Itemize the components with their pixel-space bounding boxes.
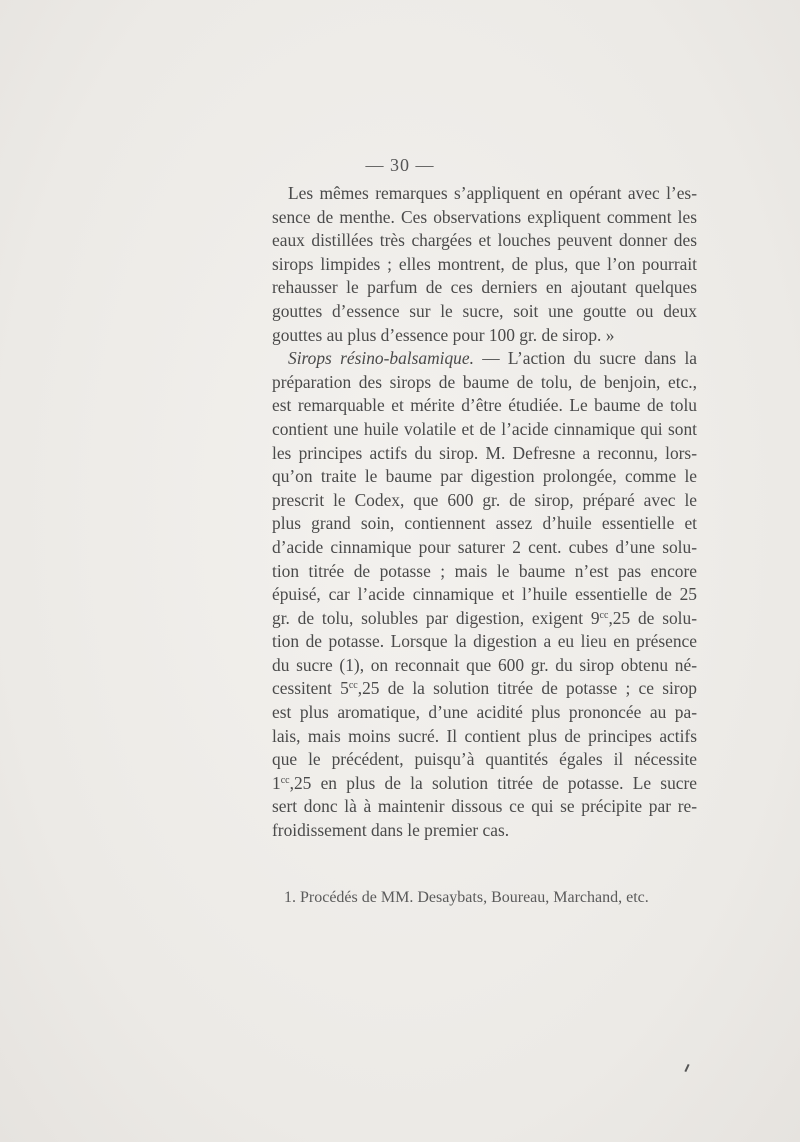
section-heading: Sirops résino-balsamique. <box>288 348 474 369</box>
text-line: les principes actifs du sirop. M. Defresne a reconnu, lors- <box>272 442 697 463</box>
text-line: tion titrée de potasse ; mais le baume n’est pas encore <box>272 560 697 581</box>
text-line: préparation des sirops de baume de tolu, de benjoin, etc., <box>272 371 697 392</box>
text-line: lais, mais moins sucré. Il contient plus de principes actifs <box>272 725 697 746</box>
text-fragment: 1 <box>272 772 281 793</box>
text-line: contient une huile volatile et de l’acide cinnamique qui sont <box>272 418 697 439</box>
text-fragment: cessitent 5 <box>272 678 349 699</box>
text-line: que le précédent, puisqu’à quantités égales il nécessite <box>272 749 697 770</box>
footnote: 1. Procédés de MM. Desaybats, Boureau, Marchand, etc. <box>284 889 649 906</box>
text-line: d’acide cinnamique pour saturer 2 cent. cubes d’une solu- <box>272 536 697 557</box>
text-line: sert donc là à maintenir dissous ce qui se précipite par re- <box>272 796 697 817</box>
text-line: qu’on traite le baume par digestion prolongée, comme le <box>272 466 697 487</box>
body-text <box>272 182 697 843</box>
text-line: gouttes d’essence sur le sucre, soit une goutte ou deux <box>272 300 697 321</box>
text-line: est remarquable et mérite d’être étudiée. Le baume de tolu <box>272 395 697 416</box>
text-line <box>272 677 697 701</box>
text-fragment: ,25 de solu- <box>608 607 697 628</box>
text-line: Les mêmes remarques s’appliquent en opérant avec l’es- <box>288 183 697 203</box>
text-line: froidissement dans le premier cas. <box>272 820 510 841</box>
unit-superscript: cc <box>348 680 358 692</box>
text-line: du sucre (1), on reconnait que 600 gr. du sirop obtenu né- <box>272 654 697 675</box>
section-heading-line <box>272 347 697 371</box>
text-line: est plus aromatique, d’une acidité plus prononcée au pa- <box>272 702 697 723</box>
text-fragment: ,25 en plus de la solution titrée de potasse. Le sucre <box>289 772 697 793</box>
text-line: eaux distillées très chargées et louches peuvent donner des <box>272 230 697 251</box>
text-fragment: ,25 de la solution titrée de potasse ; ce sirop <box>357 678 697 699</box>
text-line: prescrit le Codex, que 600 gr. de sirop, préparé avec le <box>272 489 697 510</box>
text-line: sence de menthe. Ces observations expliquent comment les <box>272 206 697 227</box>
ink-speck <box>684 1064 689 1072</box>
text-line: sirops limpides ; elles montrent, de plus, que l’on pourrait <box>272 253 697 274</box>
unit-superscript: cc <box>280 774 290 786</box>
text-fragment: gr. de tolu, solubles par digestion, exigent 9 <box>272 607 600 628</box>
text-line: rehausser le parfum de ces derniers en ajoutant quelques <box>272 277 697 298</box>
text-line <box>272 772 697 796</box>
text-line: gouttes au plus d’essence pour 100 gr. de sirop. » <box>272 324 615 345</box>
text-line <box>272 607 697 631</box>
text-line: épuisé, car l’acide cinnamique et l’huile essentielle de 25 <box>272 584 697 605</box>
text-line: plus grand soin, contiennent assez d’huile essentielle et <box>272 513 697 534</box>
unit-superscript: cc <box>599 609 609 621</box>
text-fragment: — L’action du sucre dans la <box>473 348 697 369</box>
text-line: tion de potasse. Lorsque la digestion a eu lieu en présence <box>272 631 697 652</box>
page-number: — 30 — <box>365 155 435 175</box>
